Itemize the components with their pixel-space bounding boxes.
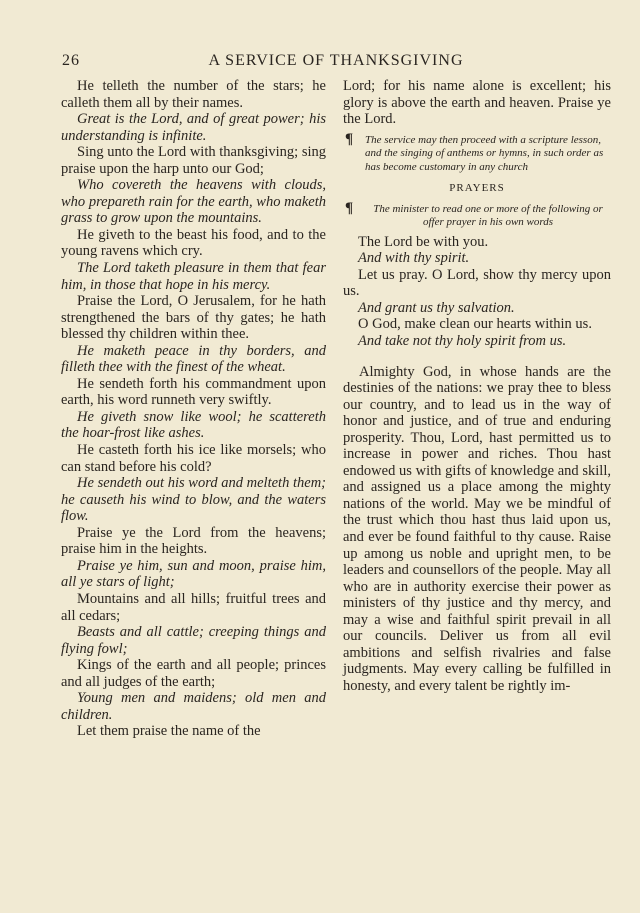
prayers-heading: PRAYERS	[449, 182, 505, 195]
verse-11: He casteth forth his ice like morsels; who can stand before his cold?	[61, 442, 326, 475]
page-number: 26	[62, 52, 80, 69]
verse-10: He giveth snow like wool; he scattereth the hoar-frost like ashes.	[61, 408, 326, 442]
verse-4: Who covereth the heavens with clouds, who prepareth rain for the earth, who maketh grass to grow upon the mountains.	[61, 177, 326, 227]
verse-18: Young men and maidens; old men and children.	[61, 690, 326, 723]
rubric-minister-text: The minister to read one or more of the following or offer prayer in his own words	[373, 202, 603, 229]
paragraph-mark-icon: ¶	[345, 130, 354, 147]
verse-16: Beasts and all cattle; creeping things and flying fowl;	[61, 624, 326, 657]
verse-continuation: Lord; for his name alone is excellent; his glory is above the earth and heaven. Praise ye the Lord.	[343, 78, 611, 128]
response-3: And take not thy holy spirit from us.	[358, 332, 567, 349]
running-title: A SERVICE OF THANKSGIVING	[208, 52, 464, 69]
right-column	[343, 78, 611, 694]
rubric-minister	[343, 199, 611, 230]
verse-3: Sing unto the Lord with thanksgiving; sing praise upon the harp unto our God;	[61, 144, 326, 177]
verse-2: Great is the Lord, and of great power; his understanding is infinite.	[61, 111, 326, 144]
running-header	[62, 52, 610, 74]
verse-17: Kings of the earth and all people; princes and all judges of the earth;	[61, 657, 326, 690]
response-1: And with thy spirit.	[358, 250, 470, 267]
versicle-2: Let us pray. O Lord, show thy mercy upon us.	[343, 266, 611, 300]
verse-14: Praise ye him, sun and moon, praise him, all ye stars of light;	[61, 557, 326, 591]
verse-15: Mountains and all hills; fruitful trees and all cedars;	[61, 590, 326, 624]
left-column	[61, 78, 326, 740]
verse-1: He telleth the number of the stars; he calleth them all by their names.	[61, 78, 326, 111]
rubric-service-text: The service may then proceed with a scripture lesson, and the singing of anthems or hymns, in such order as has become customary in any church	[365, 133, 604, 173]
verse-5: He giveth to the beast his food, and to the young ravens which cry.	[61, 226, 326, 260]
verse-13: Praise ye the Lord from the heavens; praise him in the heights.	[61, 524, 326, 558]
verse-6: The Lord taketh pleasure in them that fear him, in those that hope in his mercy.	[61, 260, 326, 293]
response-2: And grant us thy salvation.	[358, 299, 515, 316]
prayer-for-nation: Almighty God, in whose hands are the destinies of the nations: we pray thee to bless our country, and to lead us in the way of honor and justice, and of true and enduring prosperity. Thou, Lord, hast permitted us to increase in power and riches. Thou hast endowed us with gifts of knowledge and skill, and assigned us a place among the mighty nations of the world. May we be mindful of the trust which thou hast thus laid upon us, and ever be found faithful to thy cause. Raise up among us noble and upright men, to be leaders and counsellors of the people. May all who are in authority exercise their power as ministers of thy justice and thy mercy, and may a wise and faithful spirit prevail in all our councils. Deliver us from all evil ambitions and selfish rivalries and false judgments. May every calling be fulfilled in honesty, and every talent be rightly im-	[343, 363, 611, 694]
verse-12: He sendeth out his word and melteth them; he causeth his wind to blow, and the waters flow.	[61, 475, 326, 525]
rubric-service	[343, 130, 611, 175]
verse-9: He sendeth forth his commandment upon earth, his word runneth very swiftly.	[61, 375, 326, 409]
paragraph-mark-icon: ¶	[345, 199, 354, 216]
verse-19: Let them praise the name of the	[77, 723, 261, 740]
verse-7: Praise the Lord, O Jerusalem, for he hath strengthened the bars of thy gates; he hath blessed thy children within thee.	[61, 293, 326, 343]
spacer	[343, 350, 611, 364]
versicle-3: O God, make clean our hearts within us.	[358, 316, 592, 333]
verse-8: He maketh peace in thy borders, and filleth thee with the finest of the wheat.	[61, 342, 326, 376]
versicle-1: The Lord be with you.	[358, 233, 489, 250]
